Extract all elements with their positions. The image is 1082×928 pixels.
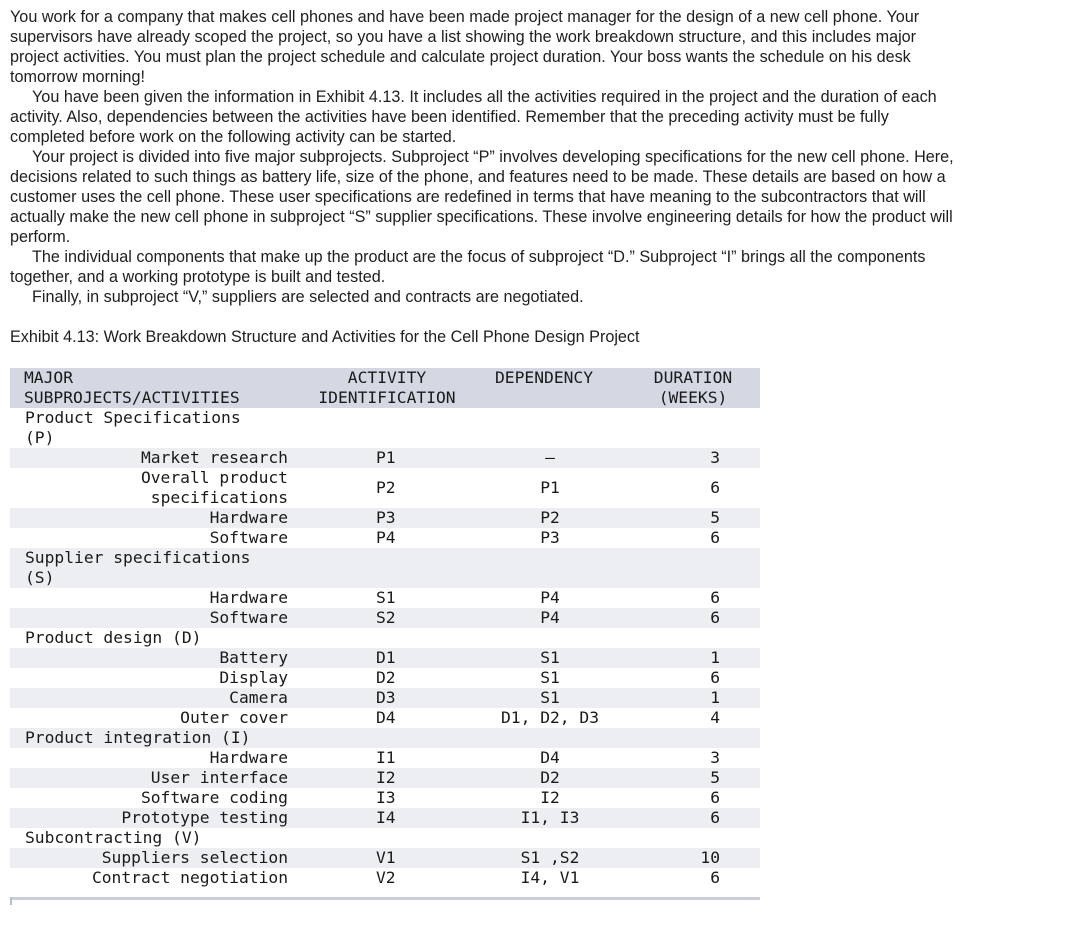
activity-name: Camera: [229, 688, 288, 707]
activity-name: Display: [219, 668, 288, 687]
activity-id: D2: [376, 668, 396, 687]
activity-id: D4: [376, 708, 396, 727]
activity-dependency: P1: [540, 478, 560, 497]
activity-id: D1: [376, 648, 396, 667]
activity-duration: 6: [710, 528, 720, 547]
table-row: [10, 708, 760, 728]
activity-id: P4: [376, 528, 396, 547]
activity-duration: 1: [710, 688, 720, 707]
activity-dependency: D4: [540, 748, 560, 767]
table-row: [10, 868, 760, 888]
activity-dependency: I4, V1: [520, 868, 580, 887]
table-bottom-tick: [10, 897, 12, 905]
activity-name: Prototype testing: [121, 808, 288, 827]
activity-id: I4: [376, 808, 396, 827]
header-activity-id: ACTIVITY IDENTIFICATION: [318, 368, 456, 407]
activity-duration: 6: [710, 478, 720, 497]
activity-dependency: S1: [540, 668, 560, 687]
table-row: [10, 528, 760, 548]
intro-paragraph-1: You work for a company that makes cell phones and have been made project manager for the design of a new cell phone. Your supervisors have already scoped the project, so you have a list showing the work breakdown structure, and this includes major project activities. You must plan the project schedule and calculate project duration. Your boss wants the schedule on his desk tomorrow morning!: [10, 8, 920, 86]
activity-id: P3: [376, 508, 396, 527]
activity-dependency: P3: [540, 528, 560, 547]
activity-duration: 4: [710, 708, 720, 727]
activity-id: D3: [376, 688, 396, 707]
table-row: [10, 788, 760, 808]
activity-id: I1: [376, 748, 396, 767]
activity-duration: 6: [710, 868, 720, 887]
activity-id: P2: [376, 478, 396, 497]
activity-dependency: P4: [540, 588, 560, 607]
intro-paragraph-5: Finally, in subproject “V,” suppliers are selected and contracts are negotiated.: [32, 288, 584, 306]
activity-dependency: —: [545, 448, 555, 467]
activity-name: Software: [209, 608, 288, 627]
table-row: [10, 468, 760, 508]
table-row: [10, 448, 760, 468]
activity-name: Battery: [219, 648, 288, 667]
activity-id: S2: [376, 608, 396, 627]
activity-duration: 6: [710, 788, 720, 807]
exhibit-title: Exhibit 4.13: Work Breakdown Structure and Activities for the Cell Phone Design Project: [10, 328, 640, 346]
activity-duration: 3: [710, 448, 720, 467]
activity-name: User interface: [150, 768, 288, 787]
activity-name: Contract negotiation: [91, 868, 288, 887]
subproject-name: Product Specifications (P): [25, 408, 241, 447]
activity-duration: 1: [710, 648, 720, 667]
table-row: [10, 668, 760, 688]
activity-id: P1: [376, 448, 396, 467]
subproject-name: Product integration (I): [25, 728, 251, 747]
intro-paragraph-4: The individual components that make up the product are the focus of subproject “D.” Subproject “I” brings all the components together, and a working prototype is built and tested.: [10, 248, 926, 286]
header-subprojects: MAJOR SUBPROJECTS/ACTIVITIES: [24, 368, 240, 407]
table-row: [10, 748, 760, 768]
activity-id: I2: [376, 768, 396, 787]
subproject-name: Product design (D): [25, 628, 202, 647]
activity-dependency: S1: [540, 688, 560, 707]
activity-duration: 3: [710, 748, 720, 767]
wbs-table: [10, 368, 760, 888]
activity-duration: 6: [710, 588, 720, 607]
activity-name: Software coding: [140, 788, 288, 807]
table-row: [10, 688, 760, 708]
table-row: [10, 648, 760, 668]
intro-paragraph-3: Your project is divided into five major subprojects. Subproject “P” involves developing specifications for the new cell phone. Here, decisions related to such things as battery life, size of the phone, and features need to be made. These details are based on how a customer uses the cell phone. These user specifications are redefined in terms that have meaning to the subcontractors that will actually make the new cell phone in subproject “S” supplier specifications. These involve engineering details for how the product will perform.: [10, 148, 954, 246]
table-row: [10, 808, 760, 828]
intro-paragraph-2: You have been given the information in Exhibit 4.13. It includes all the activities required in the project and the duration of each activity. Also, dependencies between the activities have been identified. Remember that the preceding activity must be fully completed before work on the following activity can be started.: [10, 88, 937, 146]
subproject-row: [10, 628, 760, 648]
activity-name: Market research: [140, 448, 288, 467]
activity-name: Outer cover: [180, 708, 288, 727]
header-duration: DURATION (WEEKS): [653, 368, 733, 407]
activity-dependency: P4: [540, 608, 560, 627]
activity-dependency: S1: [540, 648, 560, 667]
activity-dependency: I1, I3: [520, 808, 580, 827]
activity-duration: 5: [710, 768, 720, 787]
activity-name: Hardware: [209, 588, 288, 607]
intro-text: [10, 7, 960, 307]
subproject-row: [10, 728, 760, 748]
activity-name: Software: [209, 528, 288, 547]
table-row: [10, 768, 760, 788]
subproject-name: Supplier specifications (S): [25, 548, 251, 587]
table-bottom-rule: [10, 897, 760, 900]
activity-duration: 6: [710, 668, 720, 687]
activity-duration: 5: [710, 508, 720, 527]
activity-id: S1: [376, 588, 396, 607]
table-row: [10, 848, 760, 868]
table-row: [10, 608, 760, 628]
activity-id: V1: [376, 848, 396, 867]
activity-dependency: I2: [540, 788, 560, 807]
activity-dependency: D2: [540, 768, 560, 787]
activity-id: V2: [376, 868, 396, 887]
subproject-row: [10, 828, 760, 848]
activity-name: Hardware: [209, 508, 288, 527]
activity-dependency: S1 ,S2: [520, 848, 580, 867]
subproject-row: [10, 548, 760, 588]
activity-duration: 6: [710, 808, 720, 827]
activity-name: Hardware: [209, 748, 288, 767]
activity-name: Overall product specifications: [140, 468, 288, 507]
activity-dependency: P2: [540, 508, 560, 527]
activity-id: I3: [376, 788, 396, 807]
subproject-name: Subcontracting (V): [25, 828, 202, 847]
activity-dependency: D1, D2, D3: [500, 708, 600, 727]
activity-duration: 6: [710, 608, 720, 627]
header-dependency: DEPENDENCY: [495, 368, 594, 387]
table-row: [10, 588, 760, 608]
activity-name: Suppliers selection: [101, 848, 288, 867]
table-header: [10, 368, 760, 408]
table-row: [10, 508, 760, 528]
activity-duration: 10: [700, 848, 720, 867]
subproject-row: [10, 408, 760, 448]
